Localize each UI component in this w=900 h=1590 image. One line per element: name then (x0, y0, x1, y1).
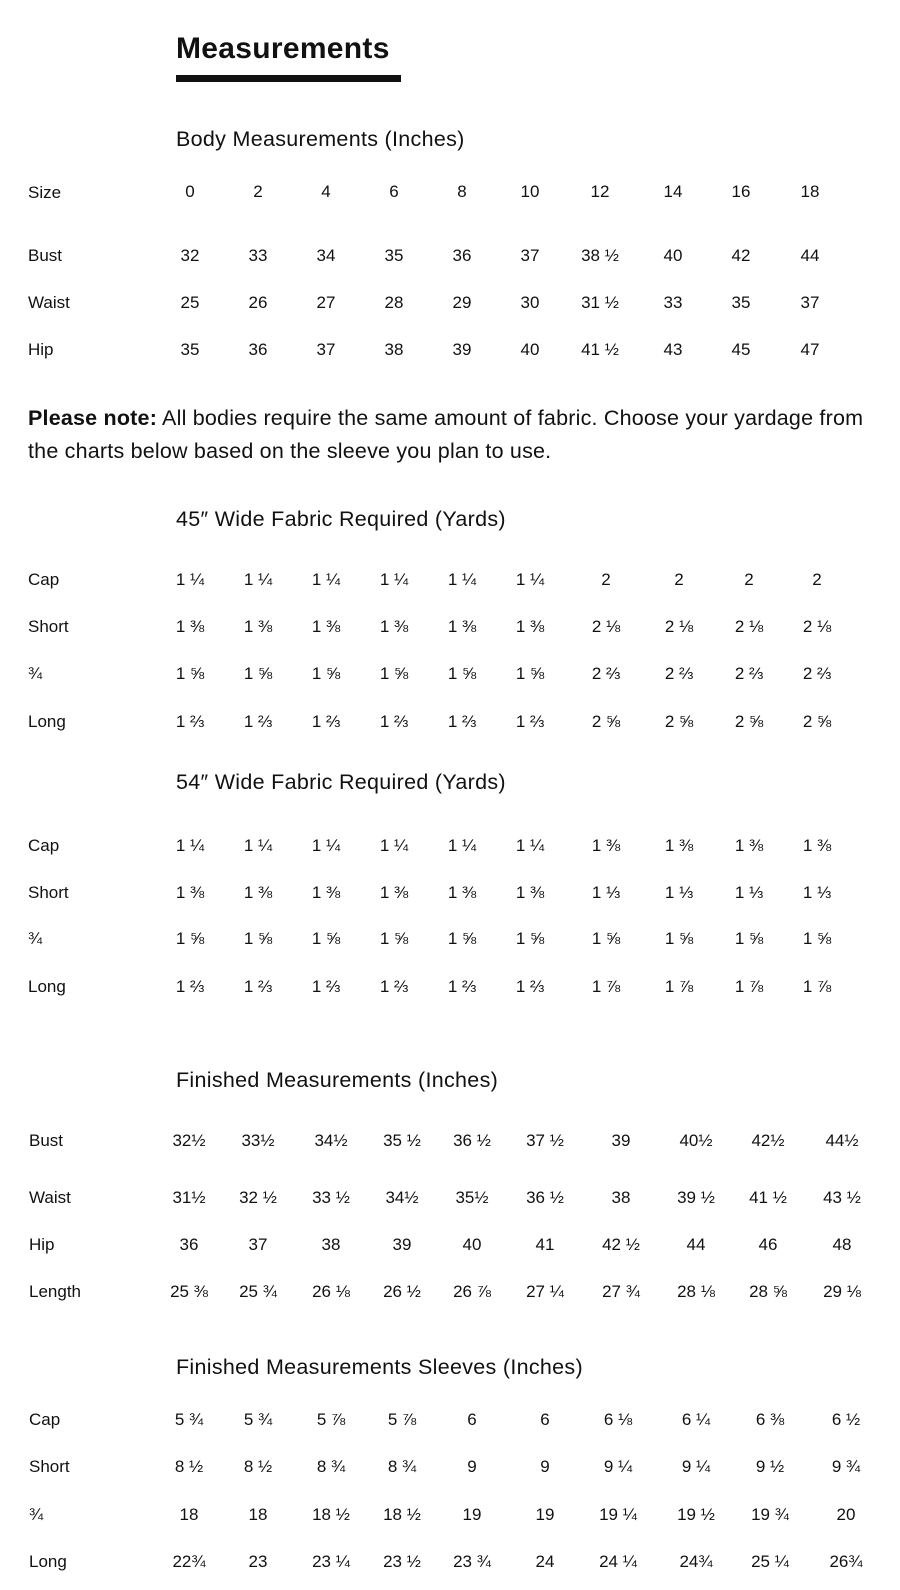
table-cell: 1 ⅜ (802, 836, 832, 855)
table-cell: 1 ⅜ (243, 617, 273, 636)
table-cell: 34½ (385, 1188, 419, 1207)
title-underline (176, 75, 401, 82)
table-cell: 1 ⅜ (175, 617, 205, 636)
table-cell: 24 (535, 1552, 555, 1571)
size-header-cell: 16 (731, 182, 751, 201)
table-cell: 1 ⅜ (311, 617, 341, 636)
row-label-waist: Waist (28, 293, 70, 312)
table-cell: 2 ⅔ (802, 664, 832, 683)
table-cell: 2 ⅛ (591, 617, 621, 636)
table-cell: 44 (800, 246, 820, 265)
table-cell: 33 (663, 293, 683, 312)
table-cell: 1 ¼ (243, 570, 273, 589)
table-cell: 31½ (172, 1188, 206, 1207)
table-cell: 24¾ (679, 1552, 713, 1571)
table-cell: 24 ¼ (599, 1552, 637, 1571)
table-cell: 1 ⅝ (802, 929, 832, 948)
table-cell: 36 (452, 246, 472, 265)
table-cell: 40 (520, 340, 540, 359)
table-cell: 32 ½ (239, 1188, 277, 1207)
table-cell: 1 ⅓ (802, 883, 832, 902)
row-label-sleeves: Long (29, 1552, 67, 1571)
table-cell: 1 ⅔ (447, 977, 477, 996)
table-cell: 9 ¼ (681, 1457, 711, 1476)
table-cell: 18 (179, 1505, 199, 1524)
table-cell: 27 (316, 293, 336, 312)
table-cell: 1 ⅜ (734, 836, 764, 855)
table-cell: 35 (180, 340, 200, 359)
table-cell: 1 ⅞ (734, 977, 764, 996)
table-cell: 44 (686, 1235, 706, 1254)
table-cell: 2 (674, 570, 684, 589)
table-cell: 1 ⅝ (379, 664, 409, 683)
note-text: All bodies require the same amount of fabric. Choose your yardage from the charts below based on the sleeve you plan to use. (28, 406, 864, 463)
table-cell: 1 ⅝ (515, 929, 545, 948)
row-label-fabric45: Short (28, 617, 69, 636)
size-header-cell: 10 (520, 182, 540, 201)
table-cell: 1 ⅝ (379, 929, 409, 948)
table-cell: 1 ⅜ (243, 883, 273, 902)
table-cell: 37 (520, 246, 540, 265)
table-cell: 1 ⅔ (379, 977, 409, 996)
table-cell: 2 ⅝ (591, 712, 621, 731)
row-label-sleeves: ¾ (29, 1505, 44, 1524)
table-cell: 48 (832, 1235, 852, 1254)
size-header-cell: 4 (321, 182, 331, 201)
table-cell: 1 ⅝ (175, 664, 205, 683)
size-header-cell: 14 (663, 182, 683, 201)
table-cell: 1 ¼ (175, 570, 205, 589)
heading-fabric-54: 54″ Wide Fabric Required (Yards) (176, 770, 506, 794)
table-cell: 1 ⅓ (664, 883, 694, 902)
table-cell: 1 ¼ (311, 570, 341, 589)
table-cell: 27 ¼ (526, 1282, 564, 1301)
table-cell: 30 (520, 293, 540, 312)
table-cell: 1 ¼ (447, 570, 477, 589)
table-cell: 36 ½ (453, 1131, 491, 1150)
table-cell: 1 ⅓ (734, 883, 764, 902)
table-cell: 37 ½ (526, 1131, 564, 1150)
table-cell: 2 ⅔ (591, 664, 621, 683)
table-cell: 2 ⅝ (664, 712, 694, 731)
row-label-fabric45: Cap (28, 570, 60, 589)
table-cell: 23 (248, 1552, 268, 1571)
page-title: Measurements (176, 32, 390, 65)
table-cell: 19 ¾ (751, 1505, 789, 1524)
table-cell: 39 (452, 340, 472, 359)
table-cell: 42½ (751, 1131, 785, 1150)
row-label-hip: Hip (28, 340, 54, 359)
table-cell: 1 ⅝ (175, 929, 205, 948)
table-cell: 6 ⅜ (755, 1410, 785, 1429)
table-cell: 1 ⅜ (591, 836, 621, 855)
table-cell: 26 ⅞ (453, 1282, 491, 1301)
table-cell: 2 (601, 570, 611, 589)
table-cell: 34 (316, 246, 336, 265)
table-cell: 1 ¼ (379, 836, 409, 855)
table-cell: 2 ⅛ (734, 617, 764, 636)
table-cell: 23 ¼ (312, 1552, 350, 1571)
table-cell: 39 (611, 1131, 631, 1150)
table-cell: 1 ⅜ (175, 883, 205, 902)
table-cell: 1 ⅝ (515, 664, 545, 683)
table-cell: 28 ⅝ (749, 1282, 787, 1301)
table-cell: 36 (179, 1235, 199, 1254)
table-cell: 25 ¼ (751, 1552, 789, 1571)
table-cell: 38 ½ (581, 246, 619, 265)
table-cell: 28 (384, 293, 404, 312)
table-cell: 31 ½ (581, 293, 619, 312)
table-cell: 1 ⅜ (515, 617, 545, 636)
table-cell: 38 (384, 340, 404, 359)
table-cell: 33 (248, 246, 268, 265)
table-cell: 43 ½ (823, 1188, 861, 1207)
heading-finished-measurements: Finished Measurements (Inches) (176, 1068, 499, 1092)
table-cell: 33 ½ (312, 1188, 350, 1207)
table-cell: 40 (462, 1235, 482, 1254)
table-cell: 1 ⅔ (243, 977, 273, 996)
size-header-cell: 8 (457, 182, 467, 201)
row-label-fabric54: ¾ (28, 929, 43, 948)
table-cell: 1 ⅔ (447, 712, 477, 731)
table-cell: 47 (800, 340, 820, 359)
table-cell: 18 ½ (383, 1505, 421, 1524)
table-cell: 2 ⅝ (734, 712, 764, 731)
table-cell: 42 ½ (602, 1235, 640, 1254)
row-label-fabric54: Short (28, 883, 69, 902)
size-header-cell: 18 (800, 182, 820, 201)
table-cell: 36 ½ (526, 1188, 564, 1207)
table-cell: 1 ⅜ (664, 836, 694, 855)
size-header-cell: 2 (253, 182, 263, 201)
table-cell: 35 (384, 246, 404, 265)
table-cell: 1 ⅝ (591, 929, 621, 948)
table-cell: 29 (452, 293, 472, 312)
table-cell: 1 ¼ (243, 836, 273, 855)
table-cell: 37 (800, 293, 820, 312)
table-cell: 1 ¼ (379, 570, 409, 589)
table-cell: 2 ⅛ (664, 617, 694, 636)
table-cell: 9 ½ (755, 1457, 785, 1476)
table-cell: 46 (758, 1235, 778, 1254)
table-cell: 8 ½ (243, 1457, 273, 1476)
table-cell: 1 ⅔ (311, 712, 341, 731)
table-cell: 8 ¾ (387, 1457, 417, 1476)
table-cell: 37 (248, 1235, 268, 1254)
row-label-bust: Bust (28, 246, 63, 265)
table-cell: 6 (467, 1410, 477, 1429)
table-cell: 1 ⅔ (243, 712, 273, 731)
table-cell: 6 ½ (831, 1410, 861, 1429)
table-cell: 34½ (314, 1131, 348, 1150)
table-cell: 1 ⅔ (515, 712, 545, 731)
table-cell: 9 (540, 1457, 550, 1476)
table-cell: 19 (535, 1505, 555, 1524)
table-cell: 1 ⅞ (802, 977, 832, 996)
table-cell: 1 ⅞ (664, 977, 694, 996)
table-cell: 1 ¼ (515, 836, 545, 855)
table-cell: 9 ¾ (831, 1457, 861, 1476)
row-label-size: Size (28, 183, 62, 202)
table-cell: 19 (462, 1505, 482, 1524)
table-cell: 1 ⅝ (734, 929, 764, 948)
table-cell: 8 ½ (174, 1457, 204, 1476)
table-cell: 25 ⅜ (170, 1282, 208, 1301)
note-label: Please note: (28, 406, 158, 430)
table-cell: 25 ¾ (239, 1282, 277, 1301)
table-cell: 36 (248, 340, 268, 359)
row-label-fabric45: Long (28, 712, 66, 731)
table-cell: 8 ¾ (316, 1457, 346, 1476)
table-cell: 41 ½ (749, 1188, 787, 1207)
table-cell: 26 ⅛ (312, 1282, 350, 1301)
table-cell: 35 (731, 293, 751, 312)
table-cell: 1 ⅔ (311, 977, 341, 996)
table-cell: 18 (248, 1505, 268, 1524)
table-cell: 1 ⅝ (243, 664, 273, 683)
table-cell: 2 ⅔ (664, 664, 694, 683)
table-cell: 23 ½ (383, 1552, 421, 1571)
table-cell: 41 (535, 1235, 555, 1254)
table-cell: 28 ⅛ (677, 1282, 715, 1301)
table-cell: 1 ⅜ (515, 883, 545, 902)
table-cell: 2 ⅔ (734, 664, 764, 683)
table-cell: 23 ¾ (453, 1552, 491, 1571)
table-cell: 1 ¼ (447, 836, 477, 855)
heading-finished-sleeves: Finished Measurements Sleeves (Inches) (176, 1355, 583, 1379)
table-cell: 2 (812, 570, 822, 589)
table-cell: 19 ¼ (599, 1505, 637, 1524)
table-cell: 33½ (241, 1131, 275, 1150)
table-cell: 35½ (455, 1188, 489, 1207)
table-cell: 18 ½ (312, 1505, 350, 1524)
table-cell: 6 ¼ (681, 1410, 711, 1429)
table-cell: 29 ⅛ (823, 1282, 861, 1301)
table-cell: 1 ⅜ (379, 617, 409, 636)
size-header-cell: 6 (389, 182, 399, 201)
table-cell: 20 (836, 1505, 856, 1524)
table-cell: 1 ⅝ (664, 929, 694, 948)
table-cell: 1 ⅔ (379, 712, 409, 731)
table-cell: 1 ⅜ (447, 883, 477, 902)
table-cell: 40½ (679, 1131, 713, 1150)
table-cell: 1 ⅜ (447, 617, 477, 636)
table-cell: 5 ⅞ (316, 1410, 346, 1429)
table-cell: 25 (180, 293, 200, 312)
table-cell: 6 ⅛ (603, 1410, 633, 1429)
table-cell: 45 (731, 340, 751, 359)
row-label-fabric45: ¾ (28, 664, 43, 683)
table-cell: 2 (744, 570, 754, 589)
table-cell: 40 (663, 246, 683, 265)
table-cell: 38 (611, 1188, 631, 1207)
table-cell: 9 ¼ (603, 1457, 633, 1476)
table-cell: 2 ⅛ (802, 617, 832, 636)
table-cell: 27 ¾ (602, 1282, 640, 1301)
table-cell: 42 (731, 246, 751, 265)
table-cell: 6 (540, 1410, 550, 1429)
size-header-cell: 12 (590, 182, 610, 201)
row-label-fabric54: Long (28, 977, 66, 996)
table-cell: 2 ⅝ (802, 712, 832, 731)
heading-fabric-45: 45″ Wide Fabric Required (Yards) (176, 507, 506, 531)
table-cell: 1 ¼ (311, 836, 341, 855)
table-cell: 1 ⅞ (591, 977, 621, 996)
table-cell: 1 ⅝ (243, 929, 273, 948)
row-label-finished: Length (29, 1282, 81, 1301)
table-cell: 5 ¾ (174, 1410, 204, 1429)
note-paragraph (28, 402, 878, 468)
table-cell: 1 ⅝ (311, 929, 341, 948)
table-cell: 1 ⅔ (175, 977, 205, 996)
size-header-cell: 0 (185, 182, 195, 201)
table-cell: 1 ⅓ (591, 883, 621, 902)
heading-body-measurements: Body Measurements (Inches) (176, 127, 465, 151)
table-cell: 39 ½ (677, 1188, 715, 1207)
table-cell: 1 ⅜ (379, 883, 409, 902)
table-cell: 26 (248, 293, 268, 312)
table-cell: 1 ¼ (515, 570, 545, 589)
table-cell: 5 ¾ (243, 1410, 273, 1429)
table-cell: 1 ¼ (175, 836, 205, 855)
table-cell: 38 (321, 1235, 341, 1254)
table-cell: 44½ (825, 1131, 859, 1150)
table-cell: 1 ⅔ (175, 712, 205, 731)
row-label-finished: Hip (29, 1235, 55, 1254)
table-cell: 1 ⅝ (447, 929, 477, 948)
table-cell: 32½ (172, 1131, 206, 1150)
row-label-finished: Waist (29, 1188, 71, 1207)
table-cell: 19 ½ (677, 1505, 715, 1524)
table-cell: 39 (392, 1235, 412, 1254)
table-cell: 9 (467, 1457, 477, 1476)
table-cell: 37 (316, 340, 336, 359)
table-cell: 26 ½ (383, 1282, 421, 1301)
table-cell: 35 ½ (383, 1131, 421, 1150)
table-cell: 1 ⅝ (311, 664, 341, 683)
table-cell: 43 (663, 340, 683, 359)
table-cell: 26¾ (829, 1552, 863, 1571)
row-label-sleeves: Short (29, 1457, 70, 1476)
table-cell: 1 ⅔ (515, 977, 545, 996)
table-cell: 1 ⅝ (447, 664, 477, 683)
table-cell: 5 ⅞ (387, 1410, 417, 1429)
row-label-finished: Bust (29, 1131, 64, 1150)
row-label-fabric54: Cap (28, 836, 60, 855)
table-cell: 1 ⅜ (311, 883, 341, 902)
table-cell: 22¾ (172, 1552, 206, 1571)
row-label-sleeves: Cap (29, 1410, 61, 1429)
table-cell: 41 ½ (581, 340, 619, 359)
table-cell: 32 (180, 246, 200, 265)
